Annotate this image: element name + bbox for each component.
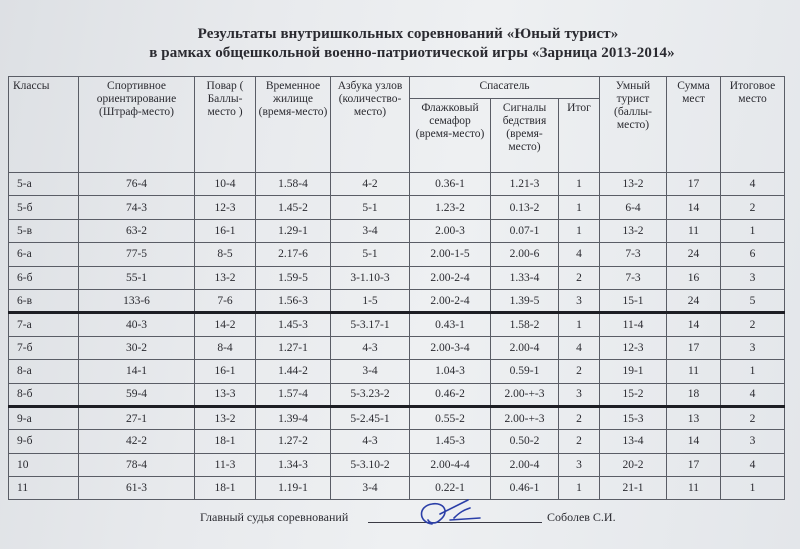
cell-povar: 7-6 [195,289,256,312]
table-row [9,313,785,336]
table-row [9,219,785,242]
cell-azbuka: 5-2.45-1 [331,406,410,429]
header-zhilishe: Временное жилище (время-место) [256,77,331,173]
cell-zhilishe: 1.34-3 [256,453,331,476]
header-summa: Сумма мест [667,77,721,173]
cell-itogovoe: 4 [721,173,785,196]
footer-label: Главный судья соревнований [200,510,349,524]
cell-summa: 11 [667,477,721,500]
cell-azbuka: 1-5 [331,289,410,312]
cell-orientirovanie: 74-3 [79,196,195,219]
cell-zhilishe: 1.19-1 [256,477,331,500]
cell-azbuka: 5-3.10-2 [331,453,410,476]
cell-itogovoe: 2 [721,196,785,219]
cell-itogovoe: 1 [721,360,785,383]
cell-summa: 16 [667,266,721,289]
cell-itogovoe: 3 [721,430,785,453]
results-table [8,76,785,500]
cell-zhilishe: 1.27-2 [256,430,331,453]
header-azbuka: Азбука узлов (количество-место) [331,77,410,173]
cell-azbuka: 5-1 [331,196,410,219]
cell-class: 9-б [9,430,79,453]
cell-povar: 8-4 [195,336,256,359]
cell-class: 8-а [9,360,79,383]
cell-spasatel-itog: 4 [559,243,600,266]
header-semafor: Флажковый семафор (время-место) [410,99,491,173]
cell-zhilishe: 1.44-2 [256,360,331,383]
cell-povar: 11-3 [195,453,256,476]
cell-spasatel-itog: 3 [559,383,600,406]
table-row [9,266,785,289]
cell-umny-turist: 21-1 [600,477,667,500]
cell-itogovoe: 2 [721,313,785,336]
cell-semafor: 2.00-2-4 [410,289,491,312]
cell-semafor: 2.00-3-4 [410,336,491,359]
cell-itogovoe: 1 [721,219,785,242]
cell-povar: 16-1 [195,219,256,242]
cell-orientirovanie: 40-3 [79,313,195,336]
cell-semafor: 1.45-3 [410,430,491,453]
header-klassy: Классы [9,77,79,173]
cell-povar: 13-3 [195,383,256,406]
cell-spasatel-itog: 3 [559,289,600,312]
cell-zhilishe: 1.45-3 [256,313,331,336]
cell-summa: 11 [667,219,721,242]
cell-umny-turist: 19-1 [600,360,667,383]
cell-povar: 18-1 [195,477,256,500]
cell-spasatel-itog: 1 [559,173,600,196]
cell-zhilishe: 1.58-4 [256,173,331,196]
table-row [9,173,785,196]
table-row [9,430,785,453]
table-row [9,383,785,406]
cell-summa: 13 [667,406,721,429]
document-title-line2: в рамках общешкольной военно-патриотической игры «Зарница 2013-2014» [149,45,675,61]
cell-semafor: 2.00-2-4 [410,266,491,289]
cell-summa: 11 [667,360,721,383]
header-itog: Итог [559,99,600,173]
cell-itogovoe: 6 [721,243,785,266]
cell-spasatel-itog: 2 [559,430,600,453]
cell-class: 10 [9,453,79,476]
cell-orientirovanie: 42-2 [79,430,195,453]
cell-semafor: 2.00-1-5 [410,243,491,266]
document-title-line1: Результаты внутришкольных соревнований «Юный турист» [197,26,619,42]
cell-summa: 14 [667,313,721,336]
cell-signaly: 2.00-+-3 [491,406,559,429]
cell-zhilishe: 1.29-1 [256,219,331,242]
header-itogovoe: Итоговое место [721,77,785,173]
table-row [9,336,785,359]
cell-spasatel-itog: 2 [559,266,600,289]
cell-zhilishe: 2.17-6 [256,243,331,266]
cell-semafor: 0.46-2 [410,383,491,406]
cell-orientirovanie: 27-1 [79,406,195,429]
cell-orientirovanie: 78-4 [79,453,195,476]
cell-itogovoe: 3 [721,266,785,289]
cell-umny-turist: 20-2 [600,453,667,476]
cell-umny-turist: 13-2 [600,173,667,196]
cell-umny-turist: 7-3 [600,243,667,266]
cell-orientirovanie: 63-2 [79,219,195,242]
cell-summa: 17 [667,336,721,359]
cell-umny-turist: 13-2 [600,219,667,242]
cell-semafor: 0.36-1 [410,173,491,196]
cell-spasatel-itog: 2 [559,406,600,429]
header-povar: Повар ( Баллы-место ) [195,77,256,173]
table-row [9,243,785,266]
cell-orientirovanie: 133-6 [79,289,195,312]
cell-azbuka: 4-3 [331,430,410,453]
cell-signaly: 2.00-4 [491,336,559,359]
cell-zhilishe: 1.27-1 [256,336,331,359]
cell-orientirovanie: 55-1 [79,266,195,289]
table-row [9,453,785,476]
cell-povar: 8-5 [195,243,256,266]
table-row [9,289,785,312]
cell-signaly: 0.13-2 [491,196,559,219]
cell-signaly: 1.58-2 [491,313,559,336]
cell-spasatel-itog: 1 [559,313,600,336]
cell-zhilishe: 1.57-4 [256,383,331,406]
cell-itogovoe: 4 [721,453,785,476]
cell-spasatel-itog: 2 [559,360,600,383]
cell-azbuka: 3-1.10-3 [331,266,410,289]
cell-spasatel-itog: 3 [559,453,600,476]
cell-spasatel-itog: 1 [559,196,600,219]
cell-spasatel-itog: 1 [559,477,600,500]
cell-itogovoe: 3 [721,336,785,359]
cell-azbuka: 5-1 [331,243,410,266]
cell-class: 11 [9,477,79,500]
table-row [9,477,785,500]
cell-class: 6-б [9,266,79,289]
cell-summa: 24 [667,243,721,266]
cell-itogovoe: 5 [721,289,785,312]
cell-class: 6-а [9,243,79,266]
cell-umny-turist: 15-2 [600,383,667,406]
header-umny-turist: Умный турист (баллы-место) [600,77,667,173]
cell-signaly: 1.33-4 [491,266,559,289]
cell-azbuka: 5-3.23-2 [331,383,410,406]
cell-itogovoe: 1 [721,477,785,500]
cell-class: 8-б [9,383,79,406]
cell-class: 5-б [9,196,79,219]
cell-semafor: 2.00-3 [410,219,491,242]
handwritten-signature [410,494,490,534]
cell-summa: 18 [667,383,721,406]
cell-summa: 17 [667,173,721,196]
cell-orientirovanie: 76-4 [79,173,195,196]
cell-umny-turist: 12-3 [600,336,667,359]
cell-povar: 16-1 [195,360,256,383]
cell-signaly: 0.46-1 [491,477,559,500]
cell-summa: 24 [667,289,721,312]
cell-class: 5-а [9,173,79,196]
cell-azbuka: 4-3 [331,336,410,359]
cell-umny-turist: 7-3 [600,266,667,289]
cell-azbuka: 4-2 [331,173,410,196]
cell-azbuka: 3-4 [331,219,410,242]
cell-orientirovanie: 61-3 [79,477,195,500]
cell-itogovoe: 2 [721,406,785,429]
cell-zhilishe: 1.59-5 [256,266,331,289]
cell-summa: 14 [667,196,721,219]
cell-class: 7-б [9,336,79,359]
cell-zhilishe: 1.45-2 [256,196,331,219]
cell-semafor: 1.04-3 [410,360,491,383]
cell-signaly: 2.00-6 [491,243,559,266]
cell-spasatel-itog: 4 [559,336,600,359]
cell-signaly: 1.21-3 [491,173,559,196]
cell-orientirovanie: 59-4 [79,383,195,406]
cell-semafor: 1.23-2 [410,196,491,219]
results-body [9,173,785,500]
header-spasatel: Спасатель [410,77,600,99]
cell-povar: 10-4 [195,173,256,196]
cell-summa: 14 [667,430,721,453]
judge-name: Соболев С.И. [547,510,616,524]
cell-povar: 14-2 [195,313,256,336]
cell-signaly: 0.59-1 [491,360,559,383]
header-signaly: Сигналы бедствия (время-место) [491,99,559,173]
cell-semafor: 2.00-4-4 [410,453,491,476]
cell-azbuka: 3-4 [331,360,410,383]
cell-umny-turist: 13-4 [600,430,667,453]
cell-povar: 12-3 [195,196,256,219]
cell-class: 5-в [9,219,79,242]
cell-orientirovanie: 77-5 [79,243,195,266]
cell-azbuka: 3-4 [331,477,410,500]
cell-class: 6-в [9,289,79,312]
cell-itogovoe: 4 [721,383,785,406]
cell-signaly: 2.00-4 [491,453,559,476]
cell-semafor: 0.55-2 [410,406,491,429]
cell-zhilishe: 1.56-3 [256,289,331,312]
cell-orientirovanie: 14-1 [79,360,195,383]
cell-summa: 17 [667,453,721,476]
cell-class: 7-а [9,313,79,336]
cell-umny-turist: 11-4 [600,313,667,336]
cell-povar: 18-1 [195,430,256,453]
cell-spasatel-itog: 1 [559,219,600,242]
cell-signaly: 2.00-+-3 [491,383,559,406]
cell-class: 9-а [9,406,79,429]
cell-umny-turist: 15-3 [600,406,667,429]
cell-orientirovanie: 30-2 [79,336,195,359]
cell-umny-turist: 15-1 [600,289,667,312]
cell-povar: 13-2 [195,406,256,429]
table-row [9,196,785,219]
table-row [9,406,785,429]
cell-zhilishe: 1.39-4 [256,406,331,429]
header-orientirovanie: Спортивное ориентирование (Штраф-место) [79,77,195,173]
cell-semafor: 0.22-1 [410,477,491,500]
cell-signaly: 0.07-1 [491,219,559,242]
cell-azbuka: 5-3.17-1 [331,313,410,336]
cell-signaly: 0.50-2 [491,430,559,453]
table-row [9,360,785,383]
cell-semafor: 0.43-1 [410,313,491,336]
cell-povar: 13-2 [195,266,256,289]
cell-umny-turist: 6-4 [600,196,667,219]
cell-signaly: 1.39-5 [491,289,559,312]
